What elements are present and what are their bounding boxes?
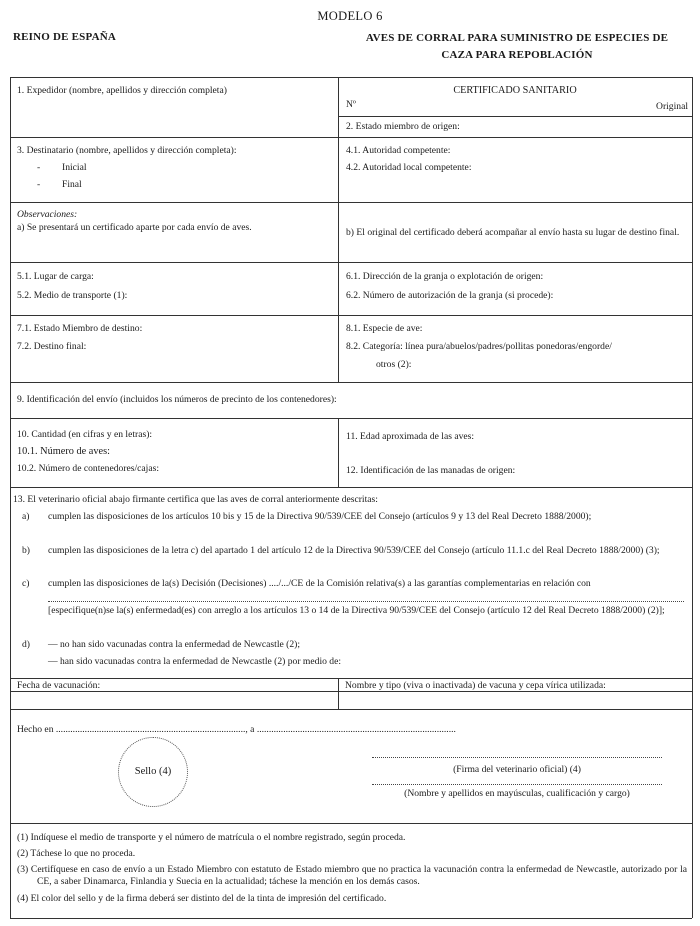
box5-1-loading-place-label: 5.1. Lugar de carga: bbox=[17, 271, 94, 282]
box8-2-category-label-continued: otros (2): bbox=[376, 359, 412, 370]
box6-2-farm-authorisation-label: 6.2. Número de autorización de la granja (si procede): bbox=[346, 290, 554, 301]
signature-label: (Firma del veterinario oficial) (4) bbox=[453, 764, 581, 775]
observation-a: a) Se presentará un certificado aparte por cada envío de aves. bbox=[17, 222, 252, 233]
model-number: MODELO 6 bbox=[317, 9, 383, 23]
box8-2-category-label: 8.2. Categoría: línea pura/abuelos/padres/pollitas ponedoras/engorde/ bbox=[346, 341, 612, 352]
certification-item-b: cumplen las disposiciones de la letra c) del apartado 1 del artículo 12 de la Directiva 90/539/CEE del Consejo (artículo 11.1.c del Real Decreto 1888/2000) (3); bbox=[48, 545, 660, 556]
box6-1-farm-address-label: 6.1. Dirección de la granja o explotación de origen: bbox=[346, 271, 544, 282]
box4-1-authority-label: 4.1. Autoridad competente: bbox=[346, 145, 451, 156]
item-a-marker: a) bbox=[22, 511, 30, 522]
box10-2-containers-label: 10.2. Número de contenedores/cajas: bbox=[17, 463, 159, 474]
box7-1-destination-state-label: 7.1. Estado Miembro de destino: bbox=[17, 323, 143, 334]
document-title bbox=[338, 30, 696, 64]
vaccine-name-type-label: Nombre y tipo (viva o inactivada) de vacuna y cepa vírica utilizada: bbox=[345, 680, 606, 691]
box3-consignee-label: 3. Destinatario (nombre, apellidos y dirección completa): bbox=[17, 145, 237, 156]
box7-2-final-destination-label: 7.2. Destino final: bbox=[17, 341, 87, 352]
box8-1-species-label: 8.1. Especie de ave: bbox=[346, 323, 423, 334]
observation-b: b) El original del certificado deberá acompañar al envío hasta su lugar de destino final. bbox=[346, 227, 680, 238]
box9-consignment-identification-label: 9. Identificación del envío (incluidos los números de precinto de los contenedores): bbox=[17, 394, 337, 405]
box13-intro: 13. El veterinario oficial abajo firmante certifica que las aves de corral anteriormente descritas: bbox=[13, 494, 378, 505]
signature-line bbox=[372, 757, 662, 758]
dash: - bbox=[37, 162, 41, 173]
document-title-line1: AVES DE CORRAL PARA SUMINISTRO DE ESPECIES DE bbox=[365, 32, 669, 44]
certification-item-d-vaccinated: — han sido vacunadas contra la enfermedad de Newcastle (2) por medio de: bbox=[48, 656, 342, 667]
document-title-line2: CAZA PARA REPOBLACIÓN bbox=[441, 49, 593, 62]
dash: - bbox=[37, 179, 41, 190]
box5-2-transport-label: 5.2. Medio de transporte (1): bbox=[17, 290, 128, 301]
vaccination-date-label: Fecha de vacunación: bbox=[17, 680, 101, 691]
certification-item-a: cumplen las disposiciones de los artículos 10 bis y 15 de la Directiva 90/539/CEE del Consejo (artículos 9 y 13 del Real Decreto 1888/2000); bbox=[48, 511, 592, 522]
certification-item-c-diseases: [especifique(n)se la(s) enfermedad(es) con arreglo a los artículos 13 o 14 de la Directiva 90/539/CEE del Consejo (artículo 12 del Real Decreto 1888/2000) (2)]; bbox=[48, 605, 665, 616]
box10-quantity-label: 10. Cantidad (en cifras y en letras): bbox=[17, 429, 153, 440]
footnote: (3) Certifíquese en caso de envío a un Estado Miembro con estatuto de Estado miembro que no practica la vacunación contra la enfermedad de Newcastle, autorizado por la CE, a saber Dinamarca, Finlandia y Suecia en la actualidad; táchese la mención en los demás casos. bbox=[17, 864, 687, 888]
item-c-marker: c) bbox=[22, 578, 30, 589]
official-seal bbox=[118, 737, 188, 807]
footnote: (4) El color del sello y de la firma deberá ser distinto del de la tinta de impresión del certificado. bbox=[17, 893, 387, 904]
certification-item-c: cumplen las disposiciones de la(s) Decisión (Decisiones) ..../.../CE de la Comisión relativa(s) a las garantías complementarias en relación con bbox=[48, 578, 591, 589]
certificate-number-label: Nº bbox=[346, 99, 356, 110]
box2-origin-state-label: 2. Estado miembro de origen: bbox=[346, 121, 460, 132]
original-label: Original bbox=[656, 101, 688, 112]
dotted-fill-line bbox=[48, 601, 684, 602]
box11-age-label: 11. Edad aproximada de las aves: bbox=[346, 431, 475, 442]
box1-sender-label: 1. Expedidor (nombre, apellidos y dirección completa) bbox=[17, 85, 227, 96]
item-d-marker: d) bbox=[22, 639, 30, 650]
observations-heading: Observaciones: bbox=[17, 209, 78, 220]
certificate-title: CERTIFICADO SANITARIO bbox=[453, 85, 577, 96]
certification-item-d-not-vaccinated: — no han sido vacunadas contra la enfermedad de Newcastle (2); bbox=[48, 639, 300, 650]
consignee-final-label: Final bbox=[62, 179, 82, 190]
box12-flock-identification-label: 12. Identificación de las manadas de origen: bbox=[346, 465, 516, 476]
seal-label: Sello (4) bbox=[134, 766, 172, 778]
footnote: (1) Indíquese el medio de transporte y el número de matrícula o el nombre registrado, según proceda. bbox=[17, 832, 406, 843]
box10-1-birds-label: 10.1. Número de aves: bbox=[17, 446, 110, 457]
consignee-initial-label: Inicial bbox=[62, 162, 87, 173]
place-date-line: Hecho en ..............................................................................., a ................................................................................... bbox=[17, 724, 456, 735]
footnote: (2) Táchese lo que no proceda. bbox=[17, 848, 136, 859]
box4-2-local-authority-label: 4.2. Autoridad local competente: bbox=[346, 162, 472, 173]
name-qualification-label: (Nombre y apellidos en mayúsculas, cualificación y cargo) bbox=[404, 788, 630, 799]
name-line bbox=[372, 784, 662, 785]
item-b-marker: b) bbox=[22, 545, 30, 556]
kingdom-heading: REINO DE ESPAÑA bbox=[13, 31, 117, 43]
